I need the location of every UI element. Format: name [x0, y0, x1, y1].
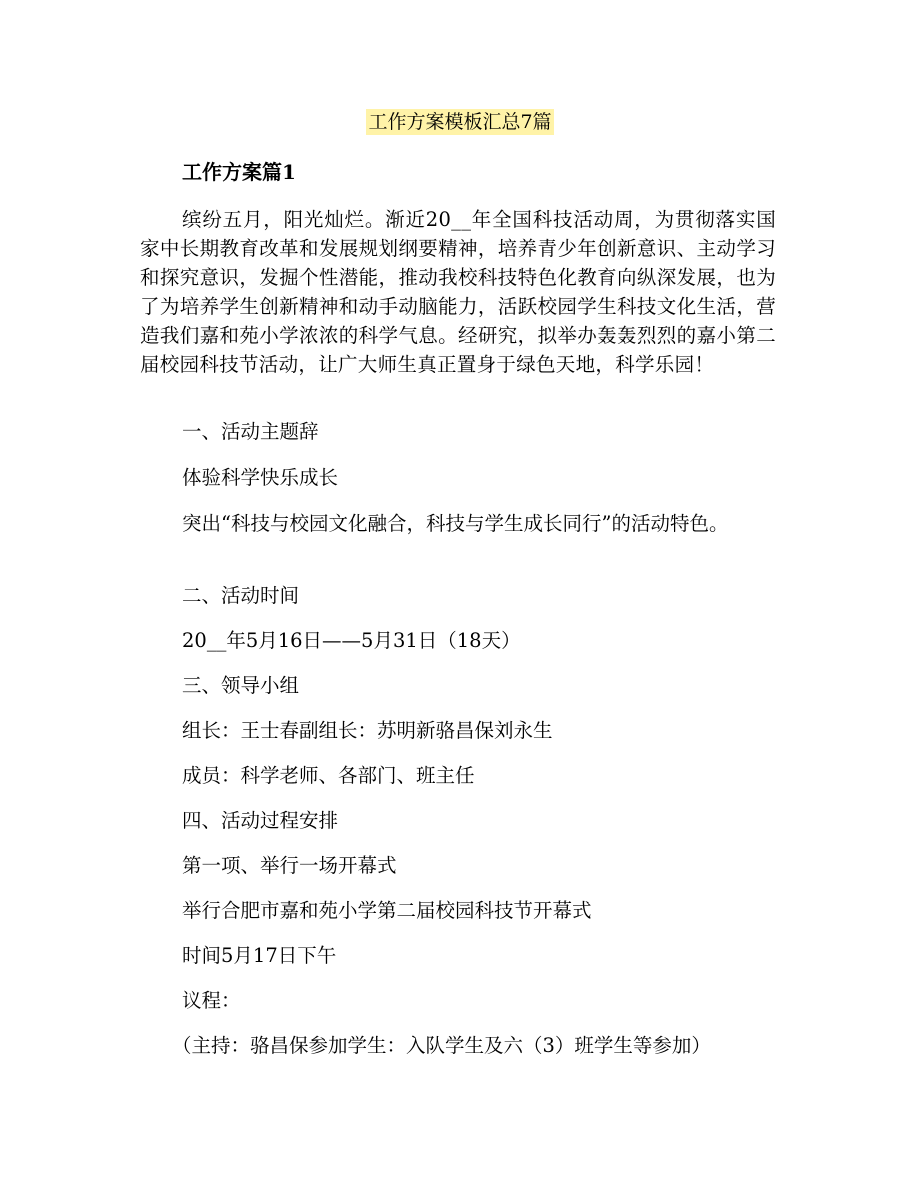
time-text: 20__年5月16日——5月31日（18天） [182, 629, 521, 652]
section-heading: 工作方案篇1 [182, 160, 296, 184]
item1-heading: 第一项、举行一场开幕式 [182, 854, 397, 877]
time-heading: 二、活动时间 [182, 584, 300, 607]
theme-highlight-paragraph: 突出“科技与校园文化融合，科技与学生成长同行”的活动特色。 [182, 512, 729, 535]
agenda-text: （主持：骆昌保参加学生：入队学生及六（3）班学生等参加） [172, 1034, 711, 1057]
document-title [0, 108, 920, 136]
theme-heading: 一、活动主题辞 [182, 420, 319, 443]
agenda-label: 议程： [182, 989, 241, 1012]
members-text: 成员：科学老师、各部门、班主任 [182, 764, 475, 787]
theme-text: 体验科学快乐成长 [182, 466, 339, 489]
leader-text: 组长：王士春副组长：苏明新骆昌保刘永生 [182, 719, 553, 742]
leader-heading: 三、领导小组 [182, 674, 300, 697]
document-title-text: 工作方案模板汇总7篇 [368, 111, 552, 133]
item1-time: 时间5月17日下午 [182, 944, 337, 967]
process-heading: 四、活动过程安排 [182, 809, 339, 832]
intro-paragraph: 缤纷五月，阳光灿烂。渐近20__年全国科技活动周，为贯彻落实国家中长期教育改革和发展规划纲要精神，培养青少年创新意识、主动学习和探究意识，发掘个性潜能，推动我校科技特色化教育向纵深发展，也为了为培养学生创新精神和动手动脑能力，活跃校园学生科技文化生活，营造我们嘉和苑小学浓浓的科学气息。经研究，拟举办轰轰烈烈的嘉小第二届校园科技节活动，让广大师生真正置身于绿色天地，科学乐园！ [140, 208, 776, 377]
item1-text: 举行合肥市嘉和苑小学第二届校园科技节开幕式 [182, 899, 592, 922]
